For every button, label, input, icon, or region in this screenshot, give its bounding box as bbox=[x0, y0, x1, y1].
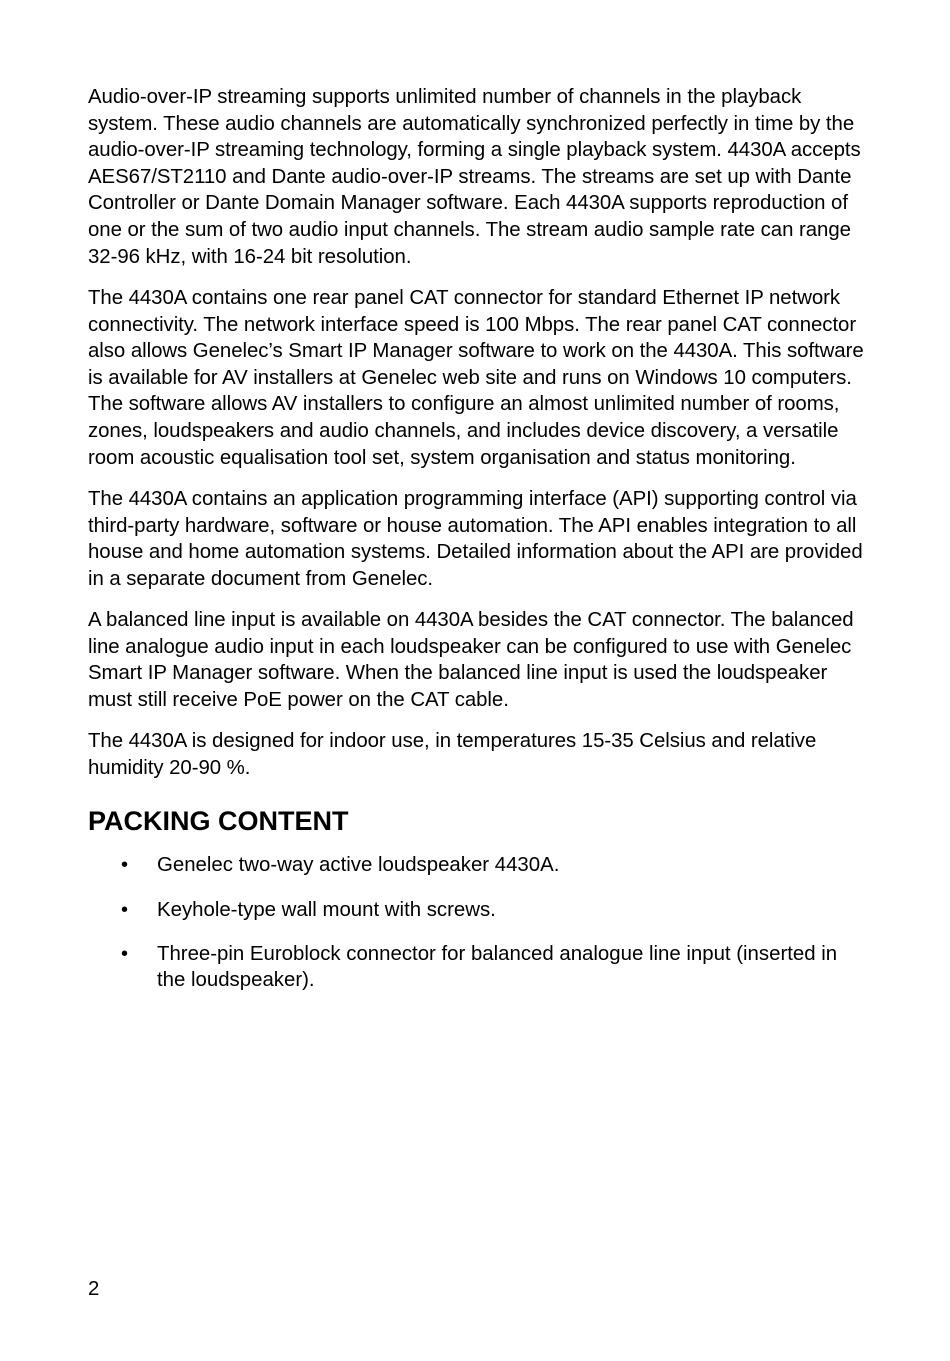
list-item-text: Genelec two-way active loudspeaker 4430A. bbox=[157, 854, 560, 877]
paragraph-environment: The 4430A is designed for indoor use, in temperatures 15-35 Celsius and relative humidity 20-90 %. bbox=[88, 730, 817, 779]
page-number: 2 bbox=[88, 1278, 100, 1300]
paragraph-audio-over-ip: Audio-over-IP streaming supports unlimited number of channels in the playback system. These audio channels are automatically synchronized perfectly in time by the audio-over-IP streaming technology, forming a single playback system. 4430A accepts AES67/ST2110 and Dante audio-over-IP streams. The streams are set up with Dante Controller or Dante Domain Manager software. Each 4430A supports reproduction of one or the sum of two audio input channels. The stream audio sample rate can range 32-96 kHz, with 16-24 bit resolution. bbox=[88, 86, 861, 268]
document-page bbox=[88, 84, 868, 1011]
list-item-text: Keyhole-type wall mount with screws. bbox=[157, 898, 496, 921]
paragraph-api: The 4430A contains an application programming interface (API) supporting control via third-party hardware, software or house automation. The API enables integration to all house and home automation systems. Detailed information about the API are provided in a separate document from Genelec. bbox=[88, 487, 863, 590]
bullet-icon: • bbox=[121, 898, 129, 921]
packing-content-heading: PACKING CONTENT bbox=[88, 806, 349, 837]
list-item bbox=[88, 941, 868, 994]
paragraph-network-connectivity: The 4430A contains one rear panel CAT connector for standard Ethernet IP network connectivity. The network interface speed is 100 Mbps. The rear panel CAT connector also allows Genelec’s Smart IP Manager software to work on the 4430A. This software is available for AV installers at Genelec web site and runs on Windows 10 computers. The software allows AV installers to configure an almost unlimited number of rooms, zones, loudspeakers and audio channels, and includes device discovery, a versatile room acoustic equalisation tool set, system organisation and status monitoring. bbox=[88, 286, 864, 469]
bullet-icon: • bbox=[121, 854, 129, 877]
list-item-text: Three-pin Euroblock connector for balanced analogue line input (inserted in the loudspeaker). bbox=[157, 942, 838, 992]
bullet-icon: • bbox=[121, 942, 129, 965]
list-item bbox=[88, 897, 868, 924]
packing-content-list bbox=[88, 852, 868, 993]
list-item bbox=[88, 852, 868, 879]
paragraph-balanced-line-input: A balanced line input is available on 4430A besides the CAT connector. The balanced line analogue audio input in each loudspeaker can be configured to use with Genelec Smart IP Manager software. When the balanced line input is used the loudspeaker must still receive PoE power on the CAT cable. bbox=[88, 609, 854, 711]
